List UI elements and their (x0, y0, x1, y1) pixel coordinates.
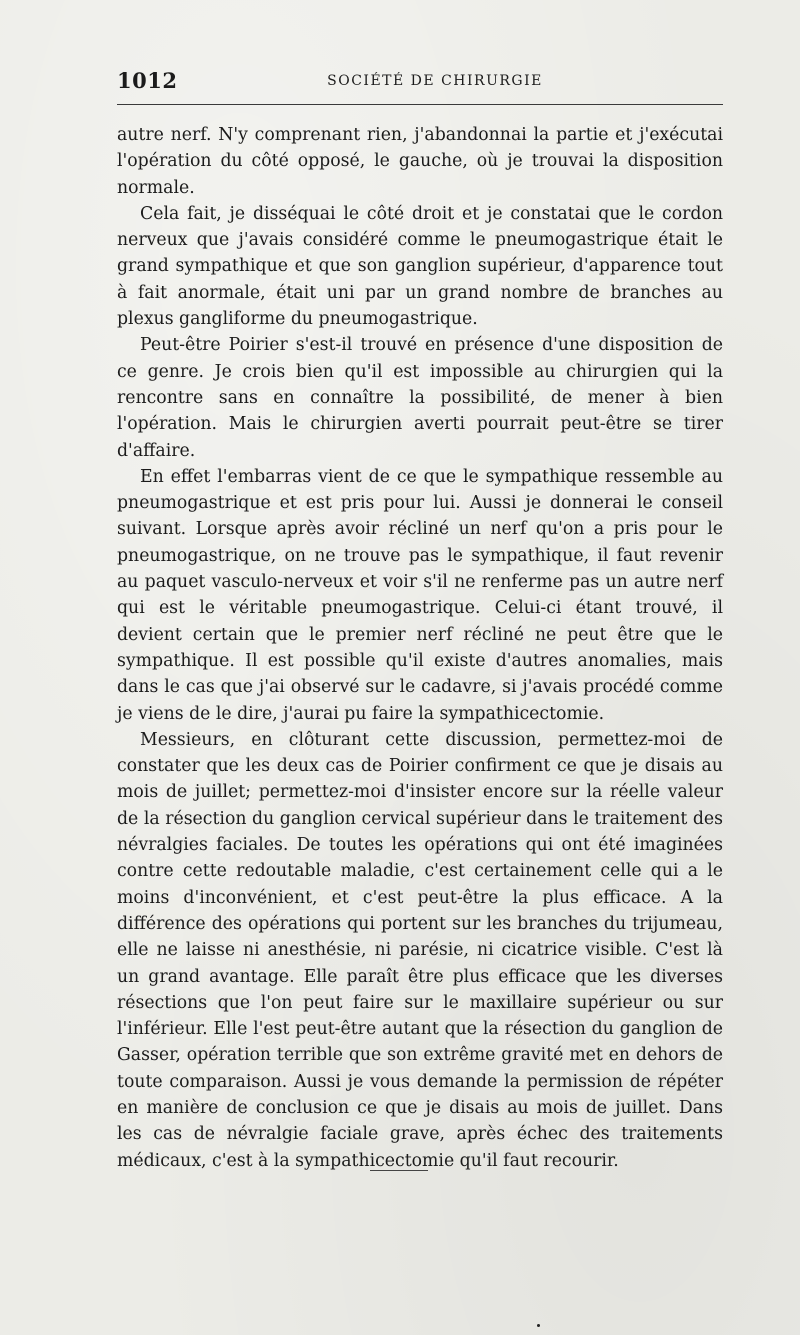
body-text (117, 122, 723, 1174)
ink-speck (537, 1324, 540, 1327)
page-number: 1012 (117, 68, 178, 93)
running-title: SOCIÉTÉ DE CHIRURGIE (327, 73, 543, 89)
paragraph-4: En effet l'embarras vient de ce que le sympathique ressemble au pneumogastrique et est pris pour lui. Aussi je donnerai le conseil suivant. Lorsque après avoir récliné un nerf qu'on a pris pour le pneumogastrique, on ne trouve pas le sympathique, il faut revenir au paquet vasculo-nerveux et voir s'il ne renferme pas un autre nerf qui est le véritable pneumogastrique. Celui-ci étant trouvé, il devient certain que le premier nerf récliné ne peut être que le sympathique. Il est possible qu'il existe d'autres anomalies, mais dans le cas que j'ai observé sur le cadavre, si j'avais procédé comme je viens de le dire, j'aurai pu faire la sympathicectomie. (117, 466, 723, 724)
paragraph-5: Messieurs, en clôturant cette discussion, permettez-moi de constater que les deux cas de Poirier confirment ce que je disais au mois de juillet; permettez-moi d'insister encore sur la réelle valeur de la résection du ganglion cervical supérieur dans le traitement des névralgies faciales. De toutes les opérations qui ont été imaginées contre cette redoutable maladie, c'est certainement celle qui a le moins d'inconvénient, et c'est peut-être la plus efficace. A la différence des opérations qui portent sur les branches du trijumeau, elle ne laisse ni anesthésie, ni parésie, ni cicatrice visible. C'est là un grand avantage. Elle paraît être plus efficace que les diverses résections que l'on peut faire sur le maxillaire supérieur ou sur l'inférieur. Elle l'est peut-être autant que la résection du ganglion de Gasser, opération terrible que son extrême gravité met en dehors de toute comparaison. Aussi je vous demande la permission de répéter en manière de conclusion ce que je disais au mois de juillet. Dans les cas de névralgie faciale grave, après échec des traitements médicaux, c'est à la sympathicectomie qu'il faut recourir. (117, 729, 723, 1171)
paragraph-1: autre nerf. N'y comprenant rien, j'abandonnai la partie et j'exécutai l'opération du côté opposé, le gauche, où je trouvai la disposition normale. (117, 125, 723, 198)
end-rule (370, 1170, 428, 1171)
paragraph-2: Cela fait, je disséquai le côté droit et je constatai que le cordon nerveux que j'avais considéré comme le pneumogastrique était le grand sympathique et que son ganglion supérieur, d'apparence tout à fait anormale, était uni par un grand nombre de branches au plexus gangliforme du pneumogastrique. (117, 203, 723, 330)
header-rule (117, 104, 723, 105)
page-header (117, 64, 723, 100)
paragraph-3: Peut-être Poirier s'est-il trouvé en présence d'une disposition de ce genre. Je crois bien qu'il est impossible au chirurgien qui la rencontre sans en connaître la possibilité, de mener à bien l'opération. Mais le chirurgien averti pourrait peut-être se tirer d'affaire. (117, 335, 723, 461)
